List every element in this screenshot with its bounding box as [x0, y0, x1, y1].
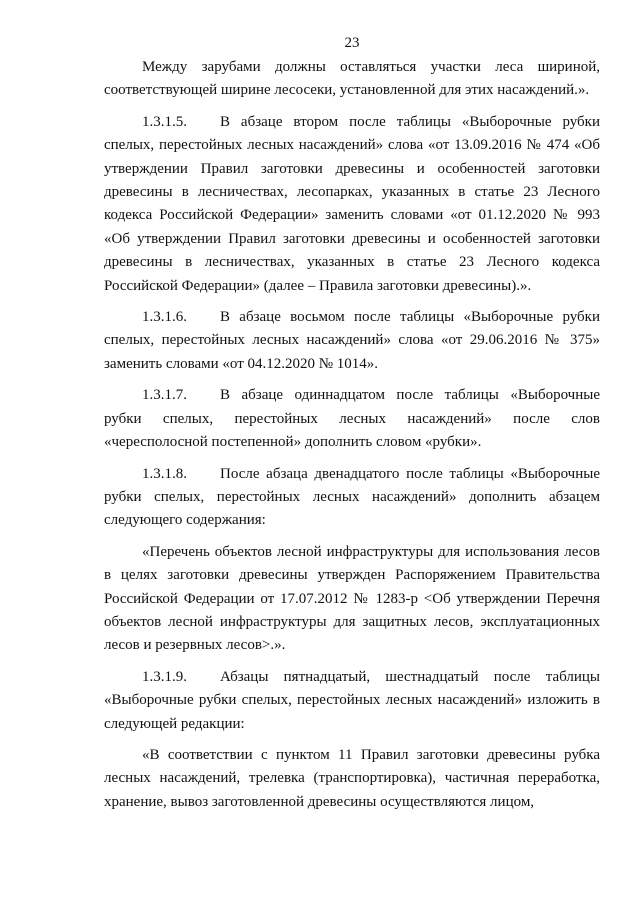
- paragraph-quote-rules: [104, 744, 600, 814]
- paragraph-continuation: [104, 56, 600, 103]
- paragraph-text: В абзаце восьмом после таблицы «Выборочные рубки спелых, перестойных лесных насаждений» слова «от 29.06.2016 № 375» заменить словами «от 04.12.2020 № 1014».: [104, 309, 600, 372]
- paragraph-text: После абзаца двенадцатого после таблицы «Выборочные рубки спелых, перестойных лесных насаждений» дополнить абзацем следующего содержания:: [104, 465, 600, 529]
- paragraph-text: «В соответствии с пунктом 11 Правил заготовки древесины рубка лесных насаждений, трелевка (транспортировка), частичная переработка, хранение, вывоз заготовленной древесины осуществляются лицом,: [104, 746, 600, 810]
- paragraph-text: Между зарубами должны оставляться участки леса шириной, соответствующей ширине лесосеки, установленной для этих насаждений.».: [104, 59, 600, 99]
- paragraph-text: Абзацы пятнадцатый, шестнадцатый после таблицы «Выборочные рубки спелых, перестойных лесных насаждений» изложить в следующей редакции:: [104, 668, 600, 732]
- clause-number: 1.3.1.5.: [142, 113, 187, 130]
- page-number: 23: [344, 35, 360, 51]
- paragraph-text: В абзаце втором после таблицы «Выборочные рубки спелых, перестойных лесных насаждений» слова «от 13.09.2016 № 474 «Об утверждении Правил заготовки древесины и особенностей заготовки древесины в лесничествах, лесопарках, указанных в статье 23 Лесного кодекса Российской Федерации» заменить словами «от 01.12.2020 № 993 «Об утверждении Правил заготовки древесины и особенностей заготовки древесины в лесничествах, указанных в статье 23 Лесного кодекса Российской Федерации» (далее – Правила заготовки древесины).».: [104, 113, 600, 294]
- clause-number: 1.3.1.7.: [142, 387, 187, 404]
- paragraph-1-3-1-6: [104, 306, 600, 376]
- paragraph-1-3-1-7: [104, 384, 600, 454]
- paragraph-text: В абзаце одиннадцатом после таблицы «Выборочные рубки спелых, перестойных лесных насаждений» после слов «чересполосной постепенной» дополнить словом «рубки».: [104, 387, 600, 451]
- paragraph-text: «Перечень объектов лесной инфраструктуры для использования лесов в целях заготовки древесины утвержден Распоряжением Правительства Российской Федерации от 17.07.2012 № 1283-р <Об утверждении Перечня объектов лесной инфраструктуры для защитных лесов, эксплуатационных лесов и резервных лесов>.».: [104, 543, 600, 654]
- clause-number: 1.3.1.8.: [142, 465, 187, 482]
- paragraph-1-3-1-9: [104, 666, 600, 736]
- paragraph-1-3-1-8: [104, 463, 600, 533]
- clause-number: 1.3.1.9.: [142, 668, 187, 685]
- paragraph-1-3-1-5: [104, 111, 600, 298]
- clause-number: 1.3.1.6.: [142, 309, 187, 326]
- paragraph-quote-infrastructure: [104, 541, 600, 658]
